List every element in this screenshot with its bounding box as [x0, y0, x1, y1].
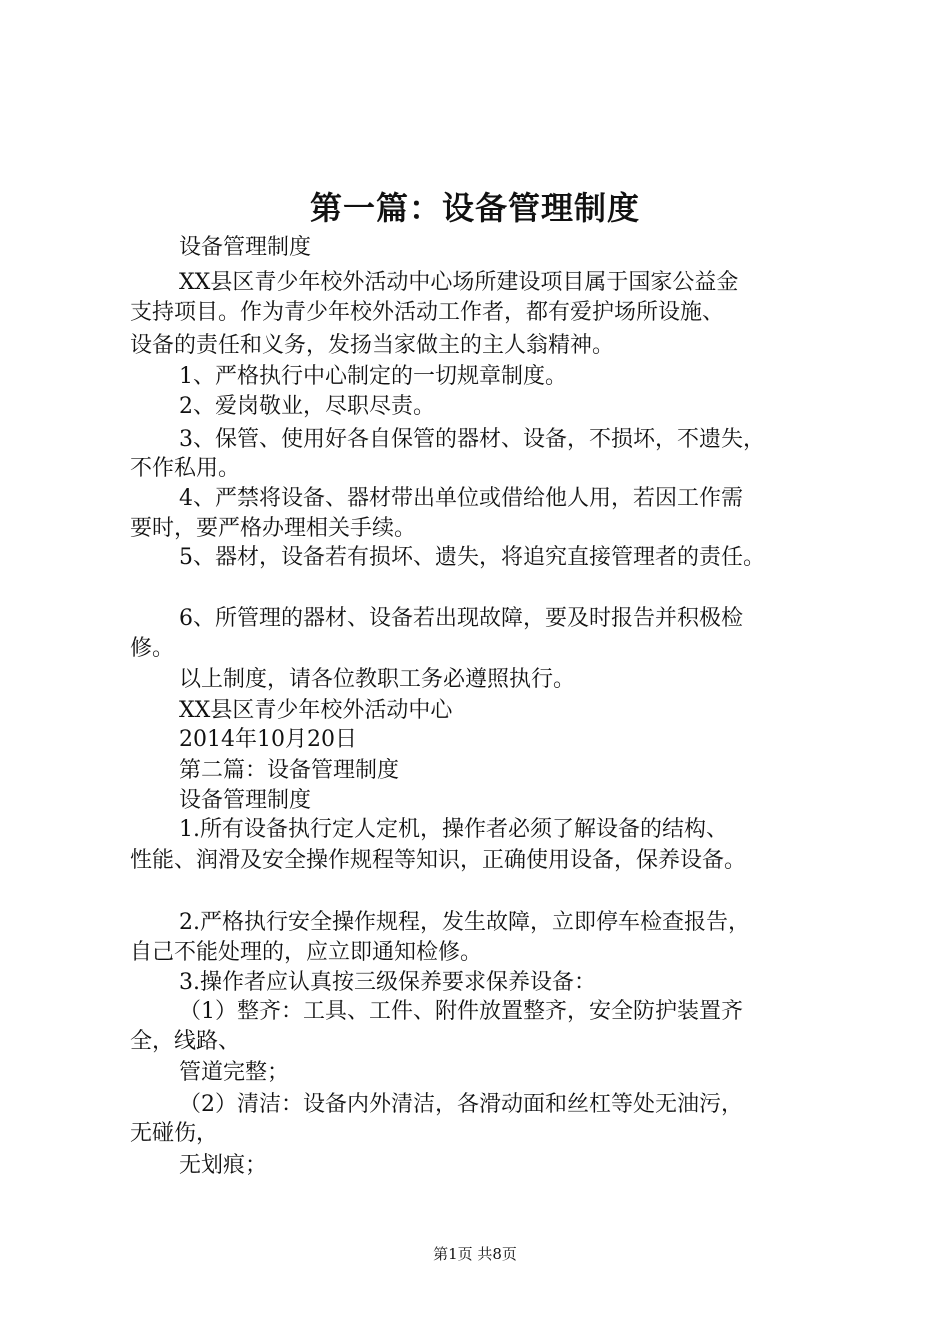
page-footer: 第1页 共8页 — [433, 1245, 517, 1263]
paragraph-line: 2.严格执行安全操作规程，发生故障，立即停车检查报告， — [179, 910, 750, 935]
paragraph-line: XX县区青少年校外活动中心 — [179, 698, 453, 723]
paragraph-line: XX县区青少年校外活动中心场所建设项目属于国家公益金 — [179, 270, 739, 295]
paragraph-line: 支持项目。作为青少年校外活动工作者，都有爱护场所设施、 — [130, 300, 725, 325]
paragraph-line: 3、保管、使用好各自保管的器材、设备，不损坏，不遗失， — [179, 427, 765, 452]
paragraph-line: 1.所有设备执行定人定机，操作者必须了解设备的结构、 — [179, 817, 728, 842]
paragraph-line: 设备的责任和义务，发扬当家做主的主人翁精神。 — [130, 333, 615, 358]
document-title: 第一篇：设备管理制度 — [309, 189, 640, 227]
paragraph-line: 2、爱岗敬业，尽职尽责。 — [179, 394, 435, 419]
paragraph-line: 4、严禁将设备、器材带出单位或借给他人用，若因工作需 — [179, 486, 743, 511]
paragraph-line: 无碰伤， — [130, 1121, 219, 1146]
paragraph-line: 2014年10月20日 — [179, 727, 357, 752]
paragraph-line: 5、器材，设备若有损坏、遗失，将追究直接管理者的责任。 — [179, 545, 765, 570]
paragraph-line: 第二篇：设备管理制度 — [179, 758, 400, 783]
paragraph-line: 要时，要严格办理相关手续。 — [130, 516, 417, 541]
paragraph-line: （1）整齐：工具、工件、附件放置整齐，安全防护装置齐 — [179, 999, 743, 1024]
paragraph-line: 修。 — [130, 636, 175, 661]
paragraph-line: 管道完整； — [179, 1060, 290, 1085]
paragraph-line: 不作私用。 — [130, 456, 241, 481]
paragraph-line: 设备管理制度 — [179, 235, 312, 260]
paragraph-line: 设备管理制度 — [179, 788, 312, 813]
paragraph-line: 自己不能处理的，应立即通知检修。 — [130, 940, 483, 965]
paragraph-line: 6、所管理的器材、设备若出现故障，要及时报告并积极检 — [179, 606, 743, 631]
paragraph-line: 全，线路、 — [130, 1029, 241, 1054]
paragraph-line: （2）清洁：设备内外清洁，各滑动面和丝杠等处无油污， — [179, 1092, 743, 1117]
paragraph-line: 性能、润滑及安全操作规程等知识，正确使用设备，保养设备。 — [130, 848, 747, 873]
paragraph-line: 以上制度，请各位教职工务必遵照执行。 — [179, 667, 576, 692]
paragraph-line: 3.操作者应认真按三级保养要求保养设备： — [179, 970, 596, 995]
paragraph-line: 无划痕； — [179, 1153, 268, 1178]
paragraph-line: 1、严格执行中心制定的一切规章制度。 — [179, 364, 567, 389]
